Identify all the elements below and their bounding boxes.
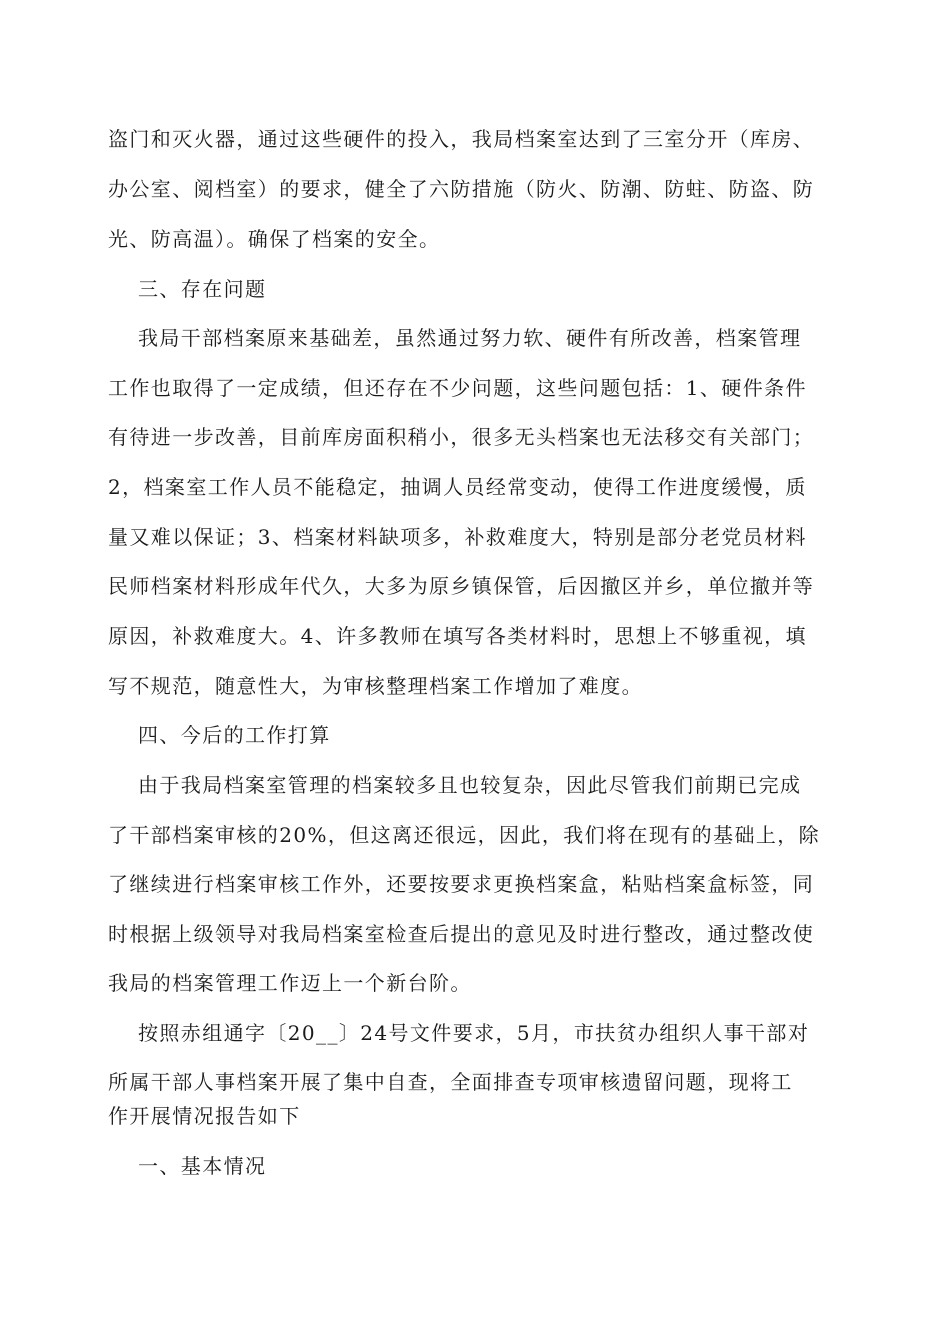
text-line: 时根据上级领导对我局档案室检查后提出的意见及时进行整改，通过整改使: [108, 922, 815, 946]
text-line: 写不规范，随意性大，为审核整理档案工作增加了难度。: [108, 674, 643, 698]
text-line: 按照赤组通字〔20__〕24号文件要求，5月，市扶贫办组织人事干部对: [138, 1021, 810, 1045]
text-line: 办公室、阅档室）的要求，健全了六防措施（防火、防潮、防蛀、防盗、防: [108, 177, 815, 201]
text-line: 了干部档案审核的20%，但这离还很远，因此，我们将在现有的基础上，除: [108, 823, 821, 847]
text-line: 2，档案室工作人员不能稳定，抽调人员经常变动，使得工作进度缓慢，质: [108, 475, 807, 499]
text-line: 量又难以保证；3、档案材料缺项多，补救难度大，特别是部分老党员材料: [108, 525, 807, 549]
text-line: 原因，补救难度大。4、许多教师在填写各类材料时，思想上不够重视，填: [108, 624, 807, 648]
section-heading: 一、基本情况: [138, 1154, 267, 1178]
text-line: 所属干部人事档案开展了集中自查，全面排查专项审核遗留问题，现将工: [108, 1070, 793, 1094]
text-line: 由于我局档案室管理的档案较多且也较复杂，因此尽管我们前期已完成: [138, 773, 802, 797]
text-line: 作开展情况报告如下: [108, 1104, 301, 1128]
text-line: 光、防高温）。确保了档案的安全。: [108, 227, 441, 251]
text-line: 我局干部档案原来基础差，虽然通过努力软、硬件有所改善，档案管理: [138, 326, 802, 350]
section-heading: 四、今后的工作打算: [138, 723, 331, 747]
section-heading: 三、存在问题: [138, 277, 267, 301]
text-line: 有待进一步改善，目前库房面积稍小，很多无头档案也无法移交有关部门；: [108, 425, 815, 449]
text-line: 我局的档案管理工作迈上一个新台阶。: [108, 971, 472, 995]
text-line: 盗门和灭火器，通过这些硬件的投入，我局档案室达到了三室分开（库房、: [108, 127, 815, 151]
text-line: 了继续进行档案审核工作外，还要按要求更换档案盒，粘贴档案盒标签，同: [108, 872, 815, 896]
text-line: 民师档案材料形成年代久，大多为原乡镇保管，后因撤区并乡，单位撤并等: [108, 574, 815, 598]
text-line: 工作也取得了一定成绩，但还存在不少问题，这些问题包括：1、硬件条件: [108, 376, 807, 400]
